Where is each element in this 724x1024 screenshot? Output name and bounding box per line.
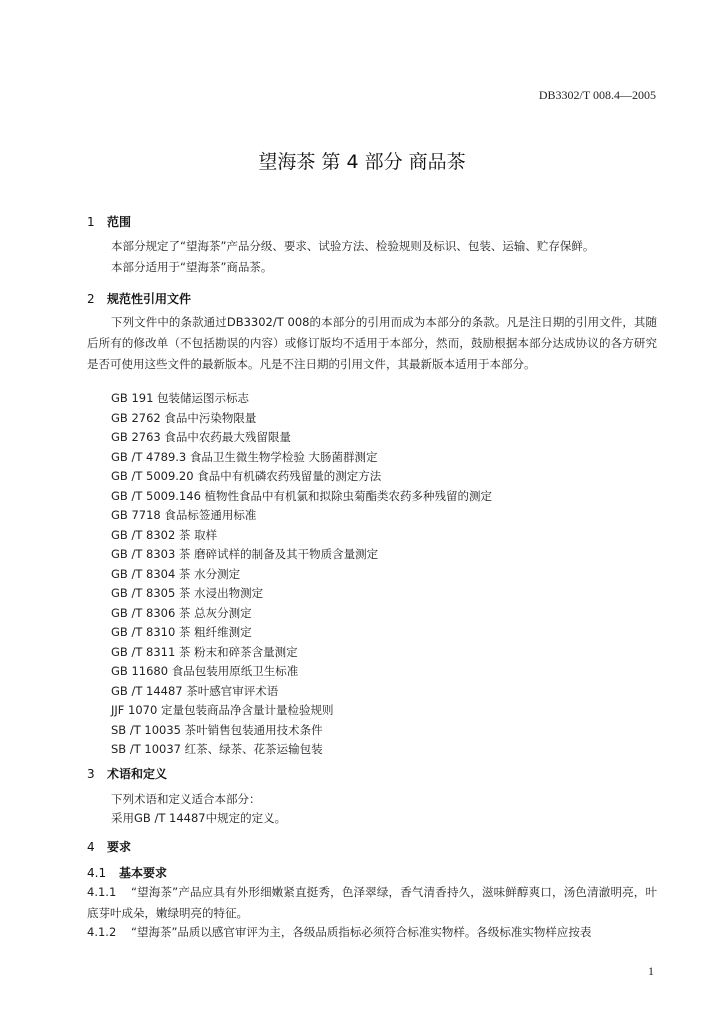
section-number: 3 [87,767,95,781]
section-title: 术语和定义 [107,767,168,781]
section-title: 范围 [107,215,132,229]
page-number: 1 [648,964,654,978]
subsection-4-1-heading [87,864,167,881]
clause-number: 4.1.1 [87,885,117,899]
section-number: 1 [87,215,95,229]
clause-4-1-2 [87,922,657,943]
reference-item: JJF 1070 定量包装商品净含量计量检验规则 [111,703,334,717]
terms-paragraph-2: 采用GB /T 14487中规定的定义。 [111,811,287,825]
reference-item: GB /T 8302 茶 取样 [111,527,218,542]
section-number: 4 [87,840,95,854]
reference-item: SB /T 10035 茶叶销售包装通用技术条件 [111,722,323,737]
section-title: 规范性引用文件 [107,292,192,306]
reference-item: GB /T 8304 茶 水分测定 [111,566,241,581]
reference-item: GB /T 14487 茶叶感官审评术语 [111,683,279,698]
reference-list [111,389,492,760]
reference-item: GB /T 8305 茶 水浸出物测定 [111,586,264,600]
subsection-title: 基本要求 [119,866,168,880]
section-number: 2 [87,292,95,306]
clause-4-1-1 [87,882,657,924]
reference-item: SB /T 10037 红茶、绿茶、花茶运输包装 [111,742,323,756]
reference-item: GB /T 8303 茶 磨碎试样的制备及其干物质含量测定 [111,547,379,561]
reference-item: GB /T 4789.3 食品卫生微生物学检验 大肠菌群测定 [111,449,378,464]
section-1-heading [87,213,131,230]
section-2-heading [87,290,191,307]
reference-item: GB /T 8306 茶 总灰分测定 [111,605,252,620]
clause-text: “望海茶”产品应具有外形细嫩紧直挺秀，色泽翠绿，香气清香持久，滋味鲜醇爽口，汤色清澈明亮，叶底芽叶成朵，嫩绿明亮的特征。 [87,885,657,920]
reference-item: GB /T 5009.20 食品中有机磷农药残留量的测定方法 [111,469,382,483]
reference-item: GB 2763 食品中农药最大残留限量 [111,430,291,444]
reference-item: GB 2762 食品中污染物限量 [111,410,257,425]
reference-item: GB 191 包装储运图示标志 [111,391,250,405]
section-title: 要求 [107,840,132,854]
section-4-heading [87,838,131,855]
scope-paragraph-1: 本部分规定了“望海茶”产品分级、要求、试验方法、检验规则及标识、包装、运输、贮存保鲜。 [111,239,595,253]
normative-references-intro: 下列文件中的条款通过DB3302/T 008的本部分的引用而成为本部分的条款。凡是注日期的引用文件，其随后所有的修改单（不包括勘误的内容）或修订版均不适用于本部分，然而，鼓励根据本部分达成协议的各方研究是否可使用这些文件的最新版本。凡是不注日期的引用文件，其最新版本适用于本部分。 [87,315,657,371]
reference-item: GB /T 8310 茶 粗纤维测定 [111,625,252,639]
terms-paragraph-1: 下列术语和定义适合本部分： [111,792,261,806]
reference-item: GB /T 5009.146 植物性食品中有机氯和拟除虫菊酯类农药多种残留的测定 [111,488,493,503]
document-title: 望海茶 第 4 部分 商品茶 [258,151,466,173]
subsection-number: 4.1 [87,866,107,880]
scope-paragraph-2: 本部分适用于“望海茶”商品茶。 [111,260,273,274]
clause-text: “望海茶”品质以感官审评为主，各级品质指标必须符合标准实物样。各级标准实物样应按表 [131,925,592,939]
reference-item: GB 7718 食品标签通用标准 [111,508,257,522]
clause-number: 4.1.2 [87,925,117,939]
reference-item: GB /T 8311 茶 粉末和碎茶含量测定 [111,644,298,659]
section-3-heading [87,765,167,782]
reference-item: GB 11680 食品包装用原纸卫生标准 [111,664,299,678]
document-code: DB3302/T 008.4—2005 [538,88,656,102]
